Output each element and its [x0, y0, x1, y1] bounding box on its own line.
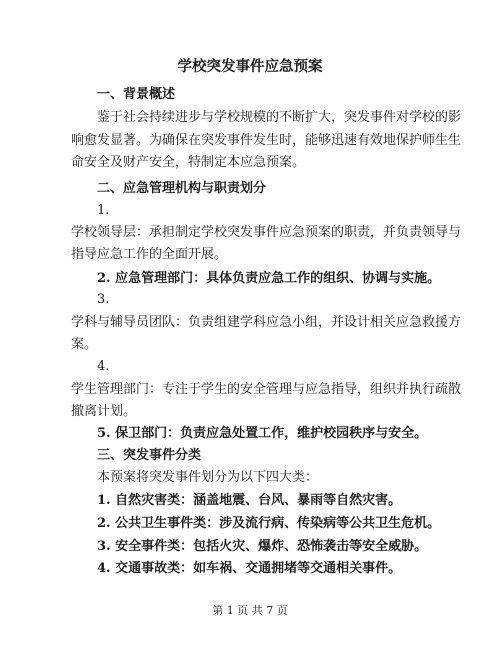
- list-item-traffic-accident: 4. 交通事故类：如车祸、交通拥堵等交通相关事件。: [97, 561, 402, 576]
- paragraph-line: 指导应急工作的全面开展。: [71, 247, 228, 262]
- paragraph-line: 响愈发显著。为确保在突发事件发生时，能够迅速有效地保护师生生: [71, 133, 462, 148]
- section-heading-classification: 三、突发事件分类: [97, 448, 202, 463]
- list-number: 4.: [97, 359, 110, 374]
- paragraph-line: 案。: [71, 337, 98, 352]
- paragraph-line: 命安全及财产安全，特制定本应急预案。: [71, 155, 306, 170]
- section-heading-background: 一、背景概述: [97, 87, 176, 102]
- list-item-natural-disaster: 1. 自然灾害类：涵盖地震、台风、暴雨等自然灾害。: [97, 493, 402, 508]
- list-item-security-dept: 5. 保卫部门：负责应急处置工作，维护校园秩序与安全。: [97, 426, 428, 441]
- section-heading-organization: 二、应急管理机构与职责划分: [97, 181, 267, 196]
- list-number: 3.: [97, 292, 110, 307]
- list-item-public-health: 2. 公共卫生事件类：涉及流行病、传染病等公共卫生危机。: [97, 516, 441, 531]
- list-item-safety-event: 3. 安全事件类：包括火灾、爆炸、恐怖袭击等安全威胁。: [97, 539, 428, 554]
- page-number-footer: 第 1 页 共 7 页: [212, 604, 288, 617]
- list-number: 1.: [97, 203, 110, 218]
- paragraph-line: 本预案将突发事件划分为以下四大类：: [97, 470, 319, 485]
- paragraph-line: 学校领导层：承担制定学校突发事件应急预案的职责，并负责领导与: [71, 225, 462, 240]
- paragraph-line: 学科与辅导员团队：负责组建学科应急小组，并设计相关应急救援方: [71, 315, 462, 330]
- list-item-emergency-dept: 2. 应急管理部门：具体负责应急工作的组织、协调与实施。: [97, 271, 441, 286]
- paragraph-line: 撤离计划。: [71, 404, 137, 419]
- paragraph-line: 学生管理部门：专注于学生的安全管理与应急指导，组织并执行疏散: [71, 382, 462, 397]
- paragraph-line: 鉴于社会持续进步与学校规模的不断扩大，突发事件对学校的影: [97, 110, 462, 125]
- document-title: 学校突发事件应急预案: [177, 58, 323, 75]
